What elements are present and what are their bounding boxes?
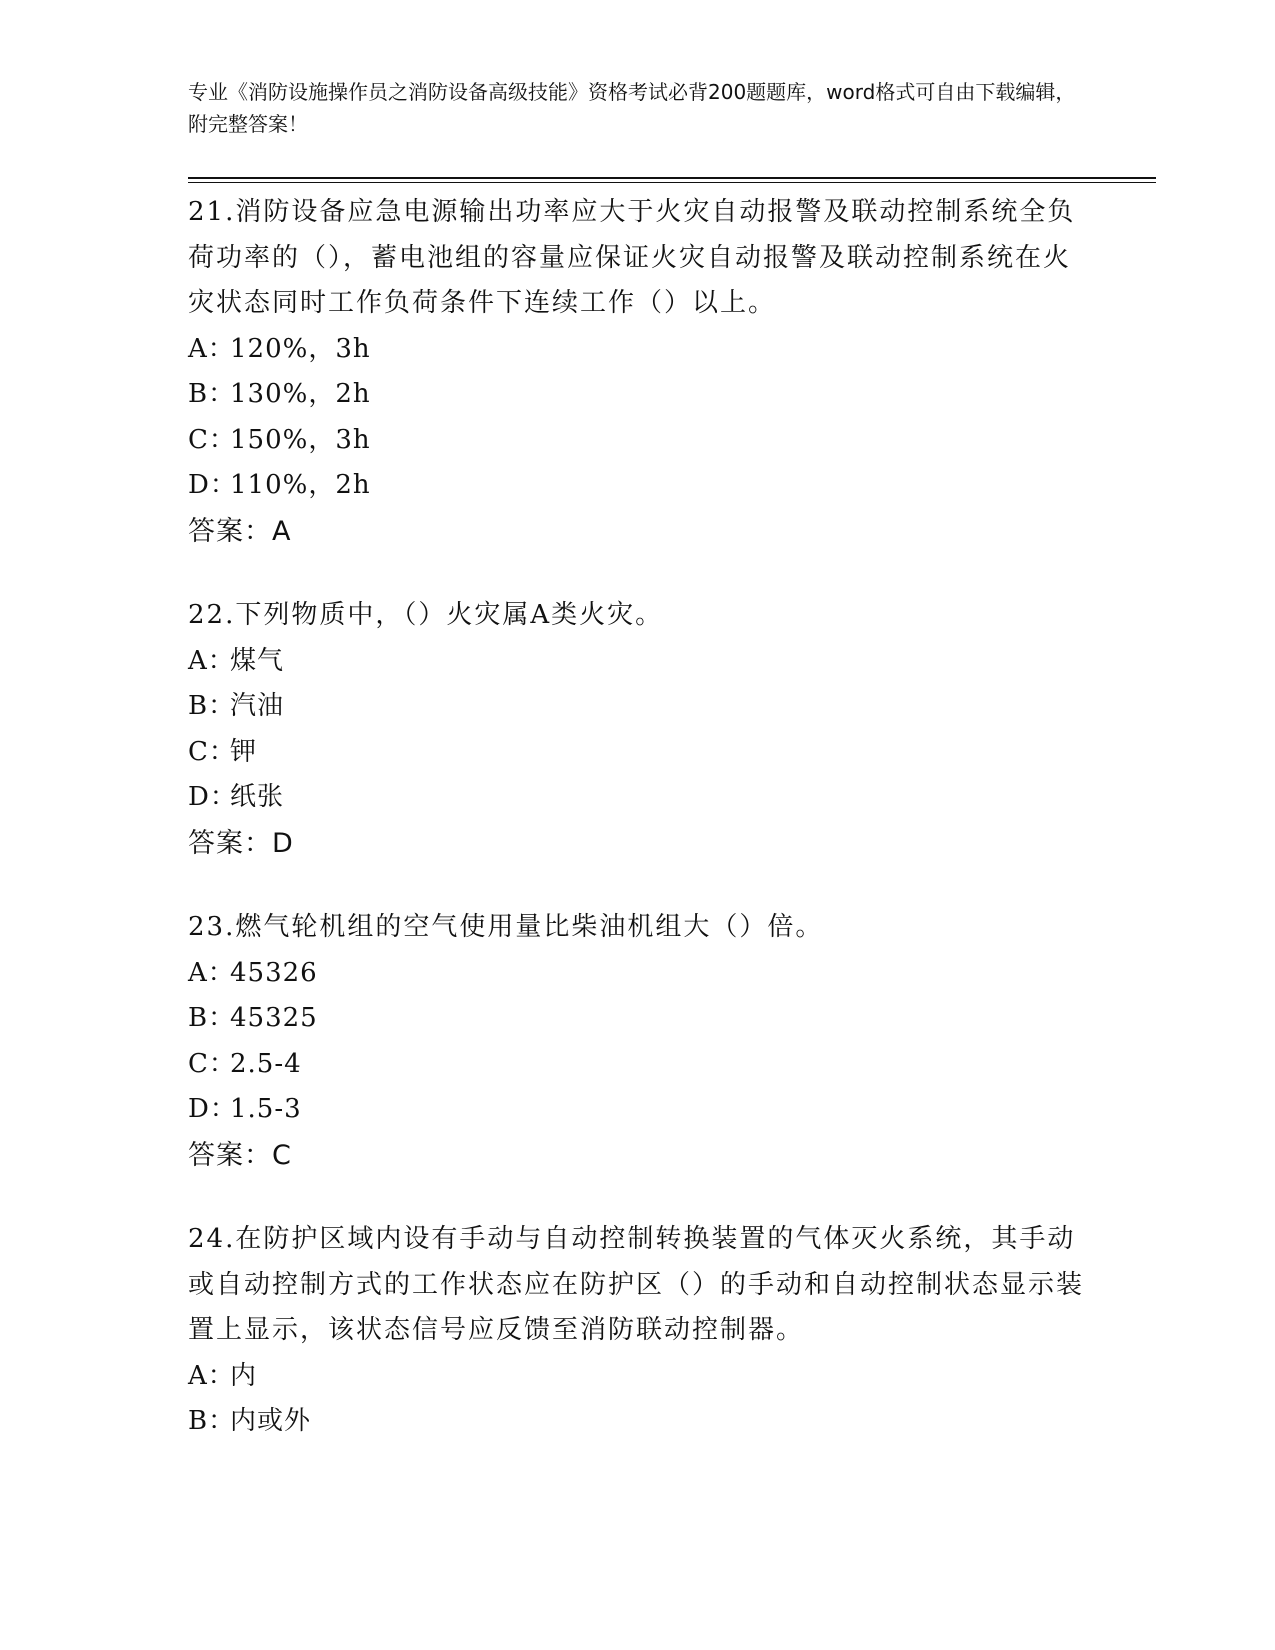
option-b (188, 684, 1088, 730)
option-label: B： (188, 379, 236, 409)
question-stem: 24.在防护区域内设有手动与自动控制转换装置的气体灭火系统，其手动或自动控制方式的工作状态应在防护区（）的手动和自动控制状态显示装置上显示，该状态信号应反馈至消防联动控制器。 (188, 1224, 1085, 1345)
option-a (188, 639, 1088, 685)
option-label: B： (188, 1406, 236, 1436)
option-text: 纸张 (230, 782, 285, 812)
answer-line: 答案：D (188, 827, 294, 859)
option-text: 2.5-4 (230, 1048, 302, 1079)
option-c (188, 1042, 1088, 1088)
question-24 (188, 1217, 1088, 1445)
question-23 (188, 905, 1088, 1178)
option-a (188, 1354, 1088, 1400)
option-label: C： (188, 1048, 236, 1079)
option-label: A： (188, 957, 235, 988)
option-label: A： (188, 1360, 235, 1391)
option-label: D： (188, 782, 237, 812)
option-text: 内 (230, 1360, 258, 1391)
option-text: 钾 (230, 736, 258, 767)
option-label: A： (188, 645, 235, 676)
answer-line: 答案：C (188, 1139, 292, 1171)
option-label: A： (188, 333, 235, 364)
option-c (188, 418, 1088, 464)
document-header: 专业《消防设施操作员之消防设备高级技能》资格考试必背200题题库，word格式可自由下载编辑，附完整答案！ (188, 80, 1076, 136)
option-text: 110%，2h (230, 470, 371, 500)
option-text: 120%，3h (230, 333, 371, 364)
question-21 (188, 190, 1088, 554)
option-a (188, 951, 1088, 997)
option-text: 150%，3h (230, 424, 371, 455)
option-text: 45325 (230, 1003, 318, 1033)
answer-line: 答案：A (188, 515, 292, 547)
question-22 (188, 593, 1088, 866)
option-text: 130%，2h (230, 379, 371, 409)
option-b (188, 372, 1088, 418)
question-stem: 22.下列物质中，（）火灾属A类火灾。 (188, 600, 664, 630)
header-divider-thin (188, 182, 1156, 183)
option-b (188, 1399, 1088, 1445)
option-b (188, 996, 1088, 1042)
option-label: C： (188, 736, 236, 767)
option-text: 45326 (230, 957, 318, 988)
question-stem: 23.燃气轮机组的空气使用量比柴油机组大（）倍。 (188, 912, 824, 942)
option-text: 内或外 (230, 1406, 312, 1436)
option-label: B： (188, 691, 236, 721)
question-list (188, 190, 1088, 1484)
option-d (188, 775, 1088, 821)
option-a (188, 327, 1088, 373)
option-d (188, 1087, 1088, 1133)
option-label: B： (188, 1003, 236, 1033)
option-label: D： (188, 1094, 237, 1124)
option-label: D： (188, 470, 237, 500)
header-divider-thick (188, 177, 1156, 179)
option-text: 汽油 (230, 691, 285, 721)
question-stem: 21.消防设备应急电源输出功率应大于火灾自动报警及联动控制系统全负荷功率的（），蓄电池组的容量应保证火灾自动报警及联动控制系统在火灾状态同时工作负荷条件下连续工作（）以上。 (188, 197, 1076, 318)
option-text: 煤气 (230, 645, 285, 676)
option-label: C： (188, 424, 236, 455)
option-d (188, 463, 1088, 509)
option-text: 1.5-3 (230, 1094, 302, 1124)
option-c (188, 730, 1088, 776)
